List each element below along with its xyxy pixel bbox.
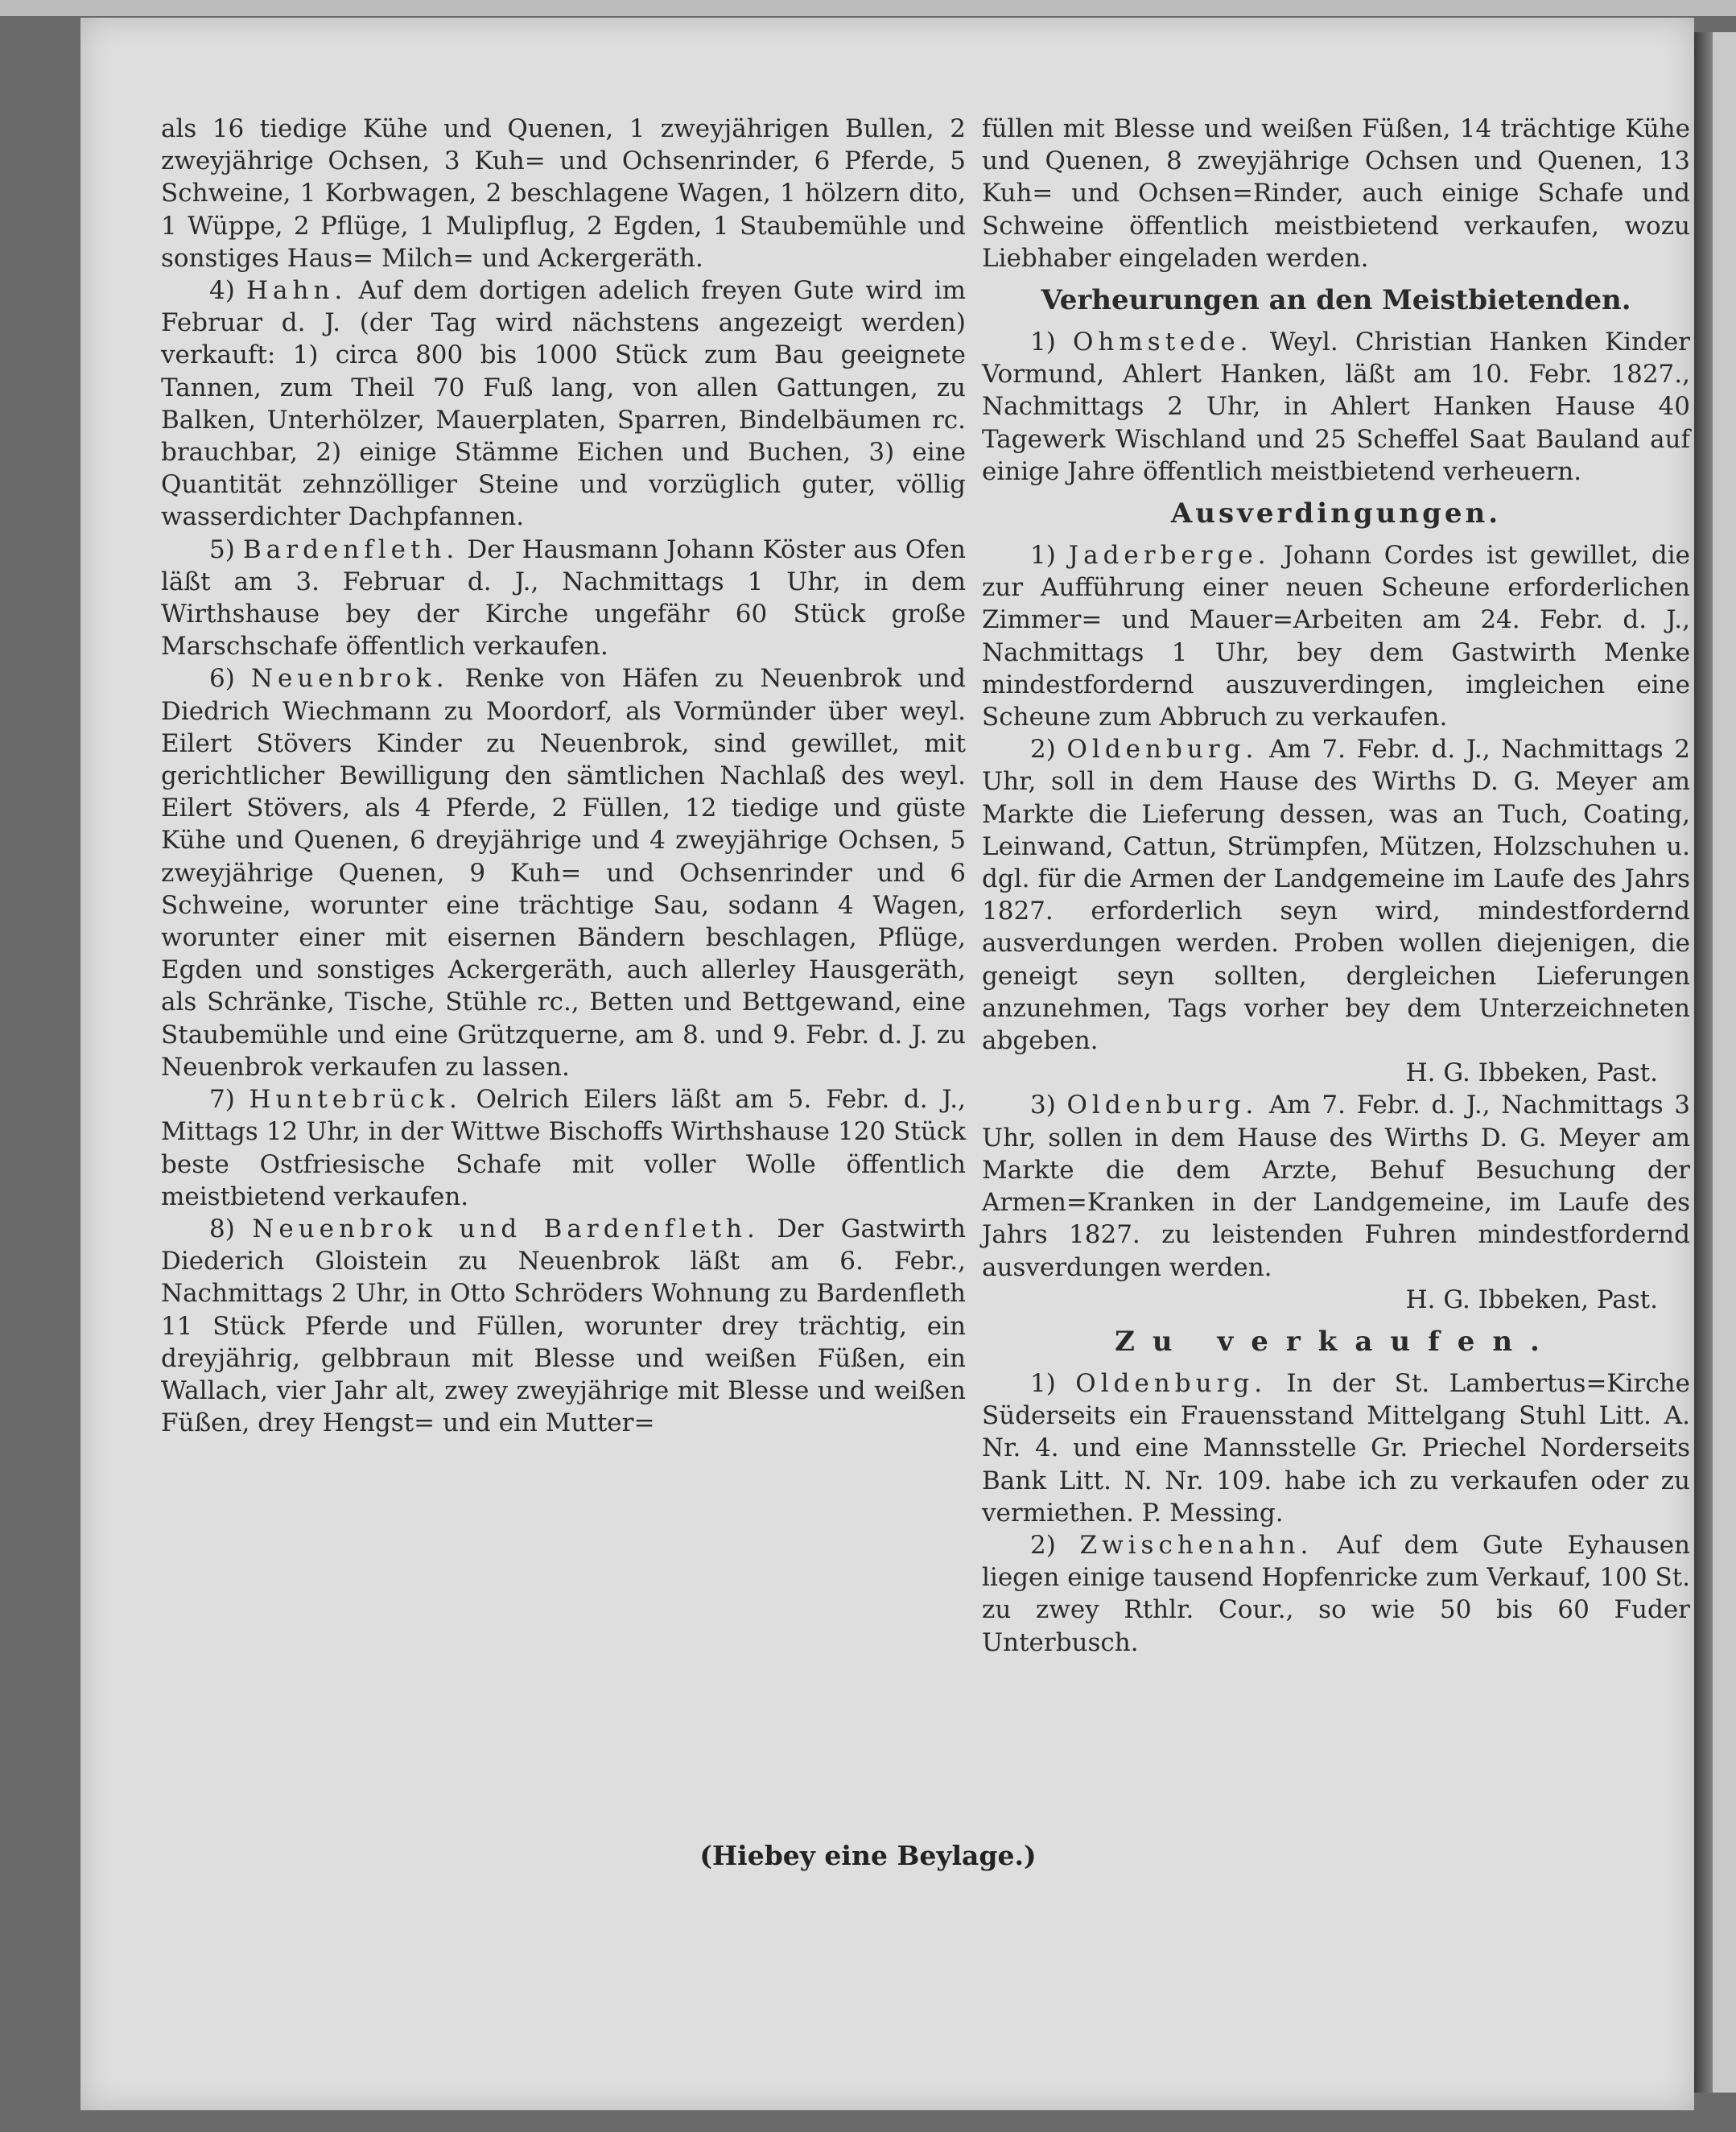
item-text: Weyl. Christian Hanken Kinder Vormund, Ahlert Hanken, läßt am 10. Febr. 1827., Nachmittags 2 Uhr, in Ahlert Hanken Hause 40 Tagewerk Wischland und 25 Scheffel Saat Bauland auf einige Jahre öffentlich meistbietend verheuern.: [982, 328, 1691, 486]
signature: H. G. Ibbeken, Past.: [1405, 1058, 1658, 1088]
item-place: Oldenburg.: [1075, 1368, 1268, 1398]
item-text: In der St. Lambertus=Kirche Süderseits ein Frauensstand Mittelgang Stuhl Litt. A. Nr. 4. und eine Mannsstelle Gr. Priechel Norderseits Bank Litt. N. Nr. 109. habe ich zu verkaufen oder zu vermiethen.: [982, 1368, 1690, 1528]
section-heading-zu-verkaufen: Zu verkaufen.: [1115, 1325, 1557, 1358]
item-place: Oldenburg.: [1066, 1091, 1259, 1120]
notice-item-6: [161, 662, 966, 1083]
notice-item-5: [161, 534, 966, 663]
section-heading-verheurungen: Verheurungen an den Meistbietenden.: [1041, 284, 1631, 317]
sale-item-2: [982, 1529, 1690, 1659]
item-text: Am 7. Febr. d. J., Nachmittags 2 Uhr, soll in dem Hause des Wirths D. G. Meyer am Markte die Lieferung dessen, was an Tuch, Coating, Leinwand, Cattun, Strümpfen, Mützen, Holzschuhen u. dgl. für die Armen der Landgemeine im Laufe des Jahrs 1827. erforderlich seyn wird, mindestfordernd ausverdungen werden. Proben wollen diejenigen, die geneigt seyn sollten, dergleichen Lieferungen anzunehmen, Tags vorher bey dem Unterzeichneten abgeben.: [982, 735, 1690, 1056]
binding-edge: [0, 0, 1736, 16]
notice-item-8: [161, 1213, 966, 1439]
signature: H. G. Ibbeken, Past.: [1405, 1285, 1658, 1314]
item-place: Bardenfleth.: [243, 534, 460, 564]
item-number: 2): [1030, 735, 1056, 765]
tender-item-1: [982, 539, 1690, 733]
item-number: 1): [1030, 1368, 1056, 1398]
sale-item-1: [982, 1367, 1690, 1529]
item-text: Der Gastwirth Diederich Gloistein zu Neuenbrok läßt am 6. Febr., Nachmittags 2 Uhr, in Otto Schröders Wohnung zu Bardenfleth 11 Stück Pferde und Füllen, worunter drey trächtig, ein dreyjährig, gelbbraun mit Blesse und weißen Füßen, ein Wallach, vier Jahr alt, zwey zweyjährige mit Blesse und weißen Füßen, drey Hengst= und ein Mutter=: [161, 1214, 966, 1438]
item-number: 1): [1030, 328, 1056, 357]
item-number: 1): [1030, 541, 1056, 571]
item-place: Ohmstede.: [1073, 328, 1253, 357]
item-text: Renke von Häfen zu Neuenbrok und Diedrich Wiechmann zu Moordorf, als Vormünder über weyl. Eilert Stövers Kinder zu Neuenbrok, sind gewillet, mit gerichtlicher Bewilligung den sämtlichen Nachlaß des weyl. Eilert Stövers, als 4 Pferde, 2 Füllen, 12 tiedige und güste Kühe und Quenen, 6 dreyjährige und 4 zweyjährige Ochsen, 5 zweyjährige Quenen, 9 Kuh= und Ochsenrinder und 6 Schweine, worunter eine trächtige Sau, sodann 4 Wagen, worunter einer mit eisernen Bändern beschlagen, Pflüge, Egden und sonstiges Ackergeräth, auch allerley Hausgeräth, als Schränke, Tische, Stühle rc., Betten und Bettgewand, eine Staubemühle und eine Grützquerne, am 8. und 9. Febr. d. J. zu Neuenbrok verkaufen zu lassen.: [161, 664, 966, 1082]
signature: P. Messing.: [1141, 1498, 1284, 1528]
tender-item-2: [982, 733, 1690, 1057]
item-number: 8): [209, 1214, 235, 1243]
item-text: Johann Cordes ist gewillet, die zur Aufführung einer neuen Scheune erforderlichen Zimmer= und Mauer=Arbeiten am 24. Febr. d. J., Nachmittags 1 Uhr, bey dem Gastwirth Menke mindestfordernd auszuverdingen, imgleichen eine Scheune zum Abbruch zu verkaufen.: [982, 541, 1691, 732]
item-number: 2): [1030, 1530, 1056, 1560]
item-text: Am 7. Febr. d. J., Nachmittags 3 Uhr, sollen in dem Hause des Wirths D. G. Meyer am Markte die dem Arzte, Behuf Besuchung der Armen=Kranken in der Landgemeine, im Laufe des Jahrs 1827. zu leistenden Fuhren mindestfordernd ausverdungen werden.: [982, 1091, 1690, 1282]
item-text: Der Hausmann Johann Köster aus Ofen läßt am 3. Februar d. J., Nachmittags 1 Uhr, in dem Wirthshause bey der Kirche ungefähr 60 Stück große Marschschafe öffentlich verkaufen.: [161, 534, 966, 662]
supplement-note: (Hiebey eine Beylage.): [699, 1840, 1037, 1871]
item-place: Zwischenahn.: [1079, 1530, 1313, 1560]
right-column: [982, 113, 1690, 1659]
item-number: 5): [209, 534, 235, 564]
item-place: Jaderberge.: [1068, 541, 1271, 571]
continued-text: als 16 tiedige Kühe und Quenen, 1 zweyjährigen Bullen, 2 zweyjährige Ochsen, 3 Kuh= und Ochsenrinder, 6 Pferde, 5 Schweine, 1 Korbwagen, 2 beschlagene Wagen, 1 hölzern dito, 1 Wüppe, 2 Pflüge, 1 Mulipflug, 2 Egden, 1 Staubemühle und sonstiges Haus= Milch= und Ackergeräth.: [161, 114, 966, 273]
item-number: 7): [209, 1085, 235, 1115]
section-heading-ausverdingungen: Ausverdingungen.: [1170, 497, 1502, 530]
item-number: 4): [209, 276, 235, 306]
item-place: Hahn.: [245, 276, 348, 306]
item-text: Auf dem Gute Eyhausen liegen einige tausend Hopfenricke zum Verkauf, 100 St. zu zwey Rthlr. Cour., so wie 50 bis 60 Fuder Unterbusch.: [982, 1530, 1691, 1657]
item-place: Huntebrück.: [249, 1085, 462, 1115]
left-column: [161, 113, 966, 1439]
item-number: 6): [209, 664, 235, 694]
item-place: Neuenbrok.: [250, 664, 449, 694]
notice-item-7: [161, 1083, 966, 1213]
item-number: 3): [1030, 1091, 1056, 1120]
item-text: Auf dem dortigen adelich freyen Gute wird im Februar d. J. (der Tag wird nächstens angezeigt werden) verkauft: 1) circa 800 bis 1000 Stück zum Bau geeignete Tannen, zum Theil 70 Fuß lang, von allen Gattungen, zu Balken, Unterhölzer, Mauerplaten, Sparren, Bindelbäumen rc. brauchbar, 2) einige Stämme Eichen und Buchen, 3) eine Quantität zehnzölliger Steine und vorzüglich guter, völlig wasserdichter Dachpfannen.: [161, 276, 966, 532]
item-text: Oelrich Eilers läßt am 5. Febr. d. J., Mittags 12 Uhr, in der Wittwe Bischoffs Wirthshause 120 Stück beste Ostfriesische Schafe mit voller Wolle öffentlich meistbietend verkaufen.: [161, 1085, 966, 1211]
lease-item-1: [982, 326, 1690, 488]
continued-text: füllen mit Blesse und weißen Füßen, 14 trächtige Kühe und Quenen, 8 zweyjährige Ochsen und Quenen, 13 Kuh= und Ochsen=Rinder, auch einige Schafe und Schweine öffentlich meistbietend verkaufen, wozu Liebhaber eingeladen werden.: [982, 114, 1690, 273]
item-place: Oldenburg.: [1066, 735, 1259, 765]
item-place: Neuenbrok und Bardenfleth.: [252, 1214, 760, 1243]
tender-item-3: [982, 1089, 1690, 1283]
next-page-edge: [1713, 32, 1736, 2093]
notice-item-4: [161, 274, 966, 534]
